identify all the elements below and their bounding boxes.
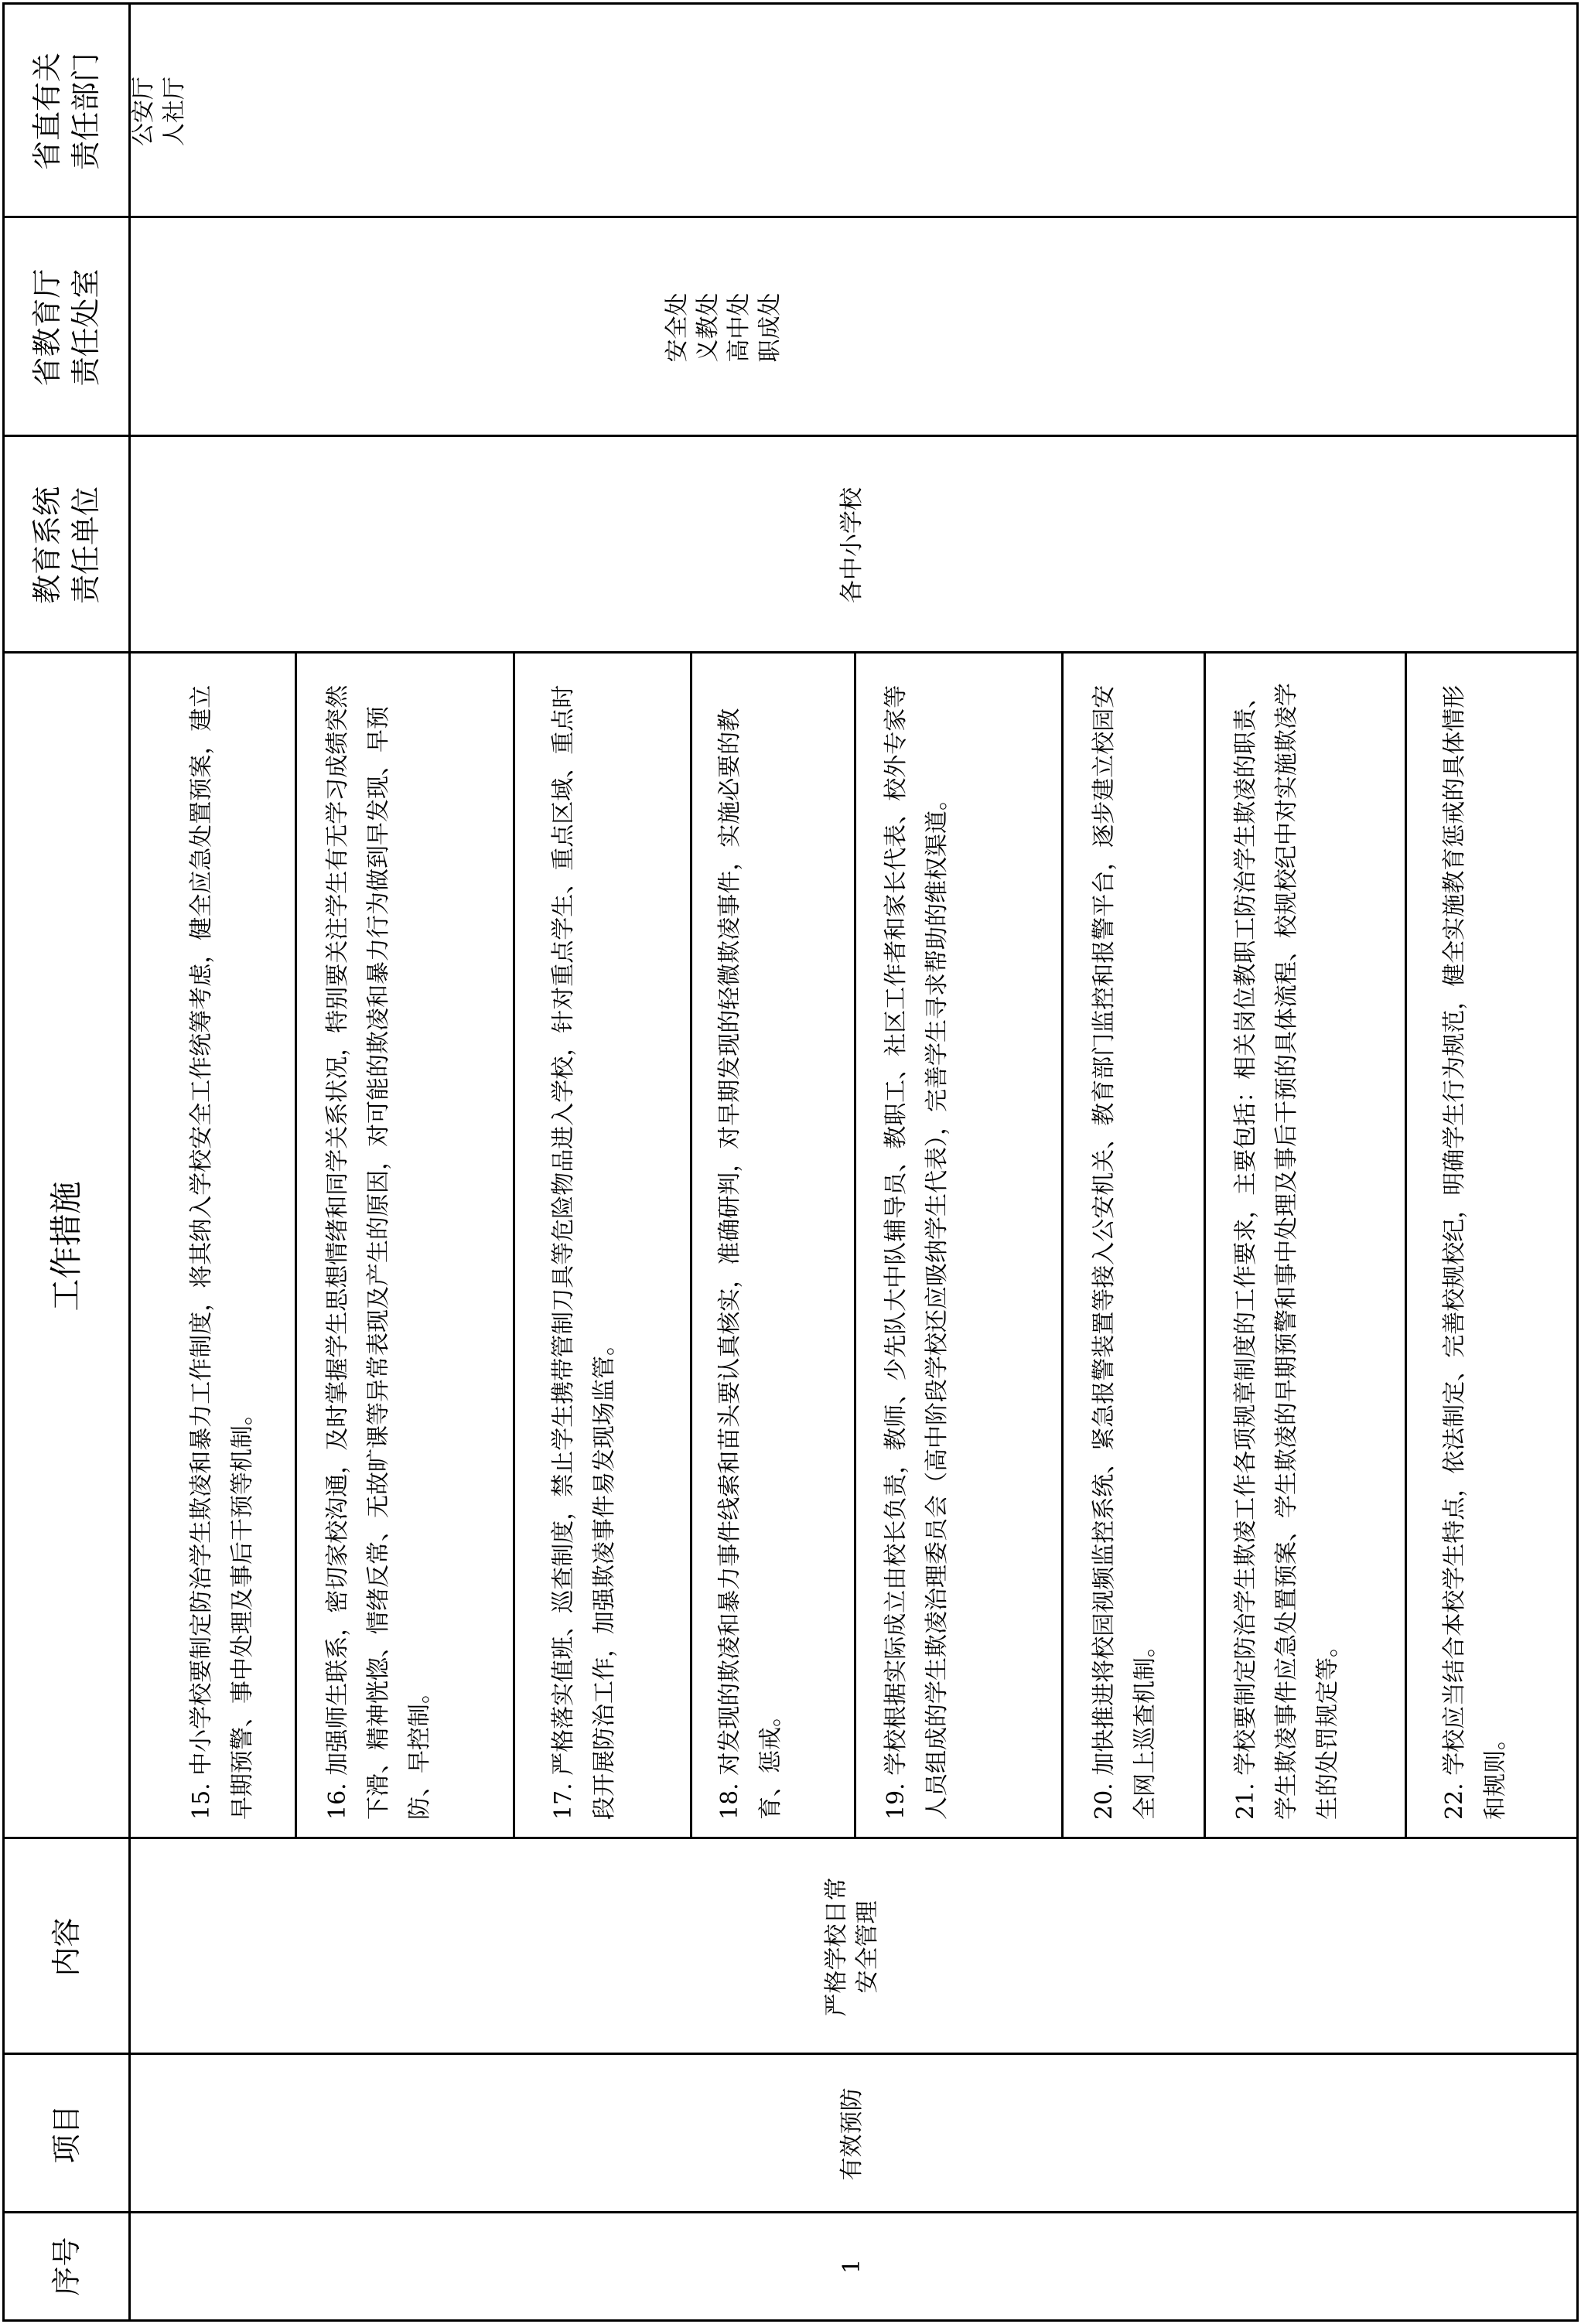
row-content-line1: 严格学校日常 [823,1877,850,2017]
header-prov-dept [5,5,128,218]
dept-office-item: 义教处 [695,292,722,363]
responsibility-table [2,2,1579,2322]
row-seq-cell [128,2213,1576,2319]
measure-item-17: 17. 严格落实值班、巡查制度，禁止学生携带管制刀具等危险物品进入学校，针对重点学生、重点区域、重点时段开展防治工作，加强欺凌事件易发现场监管。 [550,684,618,1820]
row-seq: 1 [838,2258,866,2275]
measure-item-18: 18. 对发现的欺凌和暴力事件线索和苗头要认真核实，准确研判，对早期发现的轻微欺凌事件，实施必要的教育、惩戒。 [716,708,784,1820]
row-divider [1405,654,1407,1839]
row-divider [854,654,856,1839]
measure-item-15: 15. 中小学校要制定防治学生欺凌和暴力工作制度，将其纳入学校安全工作统筹考虑，健全应急处置预案，建立早期预警、事中处理及事后干预等机制。 [188,684,256,1820]
row-edu-unit: 各中小学校 [838,487,866,603]
header-seq [5,2213,128,2319]
header-dept-office-line1: 省教育厅 [30,268,64,387]
row-content-cell [128,1839,1576,2055]
measure-item-16: 16. 加强师生联系，密切家校沟通，及时掌握学生思想情绪和同学关系状况，特别要关注学生有无学习成绩突然下滑、精神恍惚、情绪反常、无故旷课等异常表现及产生的原因，对可能的欺凌和暴力行为做到早发现、早预防、早控制。 [324,684,433,1820]
header-edu-unit [5,437,128,654]
row-project: 有效预防 [838,2087,866,2181]
measure-item-21: 21. 学校要制定防治学生欺凌工作各项规章制度的工作要求，主要包括：相关岗位教职工防治学生欺凌的职责、学生欺凌事件应急处置预案、学生欺凌的早期预警和事中处理及事后干预的具体流程、校规校纪中对实施欺凌学生的处罚规定等。 [1232,683,1341,1820]
header-prov-dept-line2: 责任部门 [69,53,103,171]
header-content [5,1839,128,2055]
dept-office-item: 职成处 [756,292,784,363]
header-dept-office-line2: 责任处室 [69,268,103,387]
header-seq-label: 序号 [50,2237,84,2296]
row-project-cell [128,2055,1576,2213]
row-prov-dept-cell [128,5,1576,218]
measure-item-19: 19. 学校根据实际成立由校长负责，教师、少先队大中队辅导员、教职工、社区工作者和家长代表、校外专家等人员组成的学生欺凌治理委员会（高中阶段学校还应吸纳学生代表），完善学生寻求帮助的维权渠道。 [883,684,951,1820]
dept-office-item: 高中处 [726,292,753,363]
header-edu-unit-line2: 责任单位 [69,486,103,605]
row-divider [1061,654,1064,1839]
dept-office-item: 安全处 [664,292,691,363]
header-dept-office [5,218,128,437]
header-project [5,2055,128,2213]
measure-item-20: 20. 加快推进将校园视频监控系统、紧急报警装置等接入公安机关、教育部门监控和报警平台，逐步建立校园安全网上巡查机制。 [1091,684,1159,1820]
header-content-label: 内容 [50,1917,84,1977]
header-measures-label: 工作措施 [47,1181,85,1312]
row-divider [690,654,692,1839]
header-prov-dept-line1: 省直有关 [30,53,64,171]
prov-dept-item: 人社厅 [161,77,188,146]
measure-item-22: 22. 学校应当结合本校学生特点，依法制定、完善校规校纪，明确学生行为规范，健全实施教育惩戒的具体情形和规则。 [1441,684,1509,1820]
header-edu-unit-line1: 教育系统 [30,486,64,605]
row-divider [1204,654,1206,1839]
row-dept-office-cell [128,218,1576,437]
row-divider [513,654,515,1839]
row-edu-unit-cell [128,437,1576,654]
header-measures [5,654,128,1839]
row-divider [295,654,297,1839]
header-project-label: 项目 [50,2104,84,2164]
row-content-line2: 安全管理 [854,1900,881,1994]
prov-dept-item: 公安厅 [130,77,157,146]
